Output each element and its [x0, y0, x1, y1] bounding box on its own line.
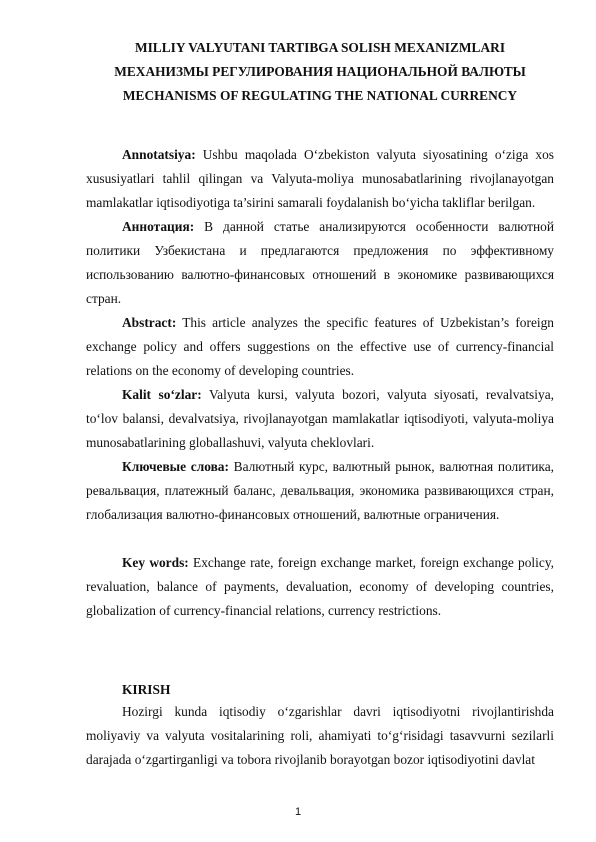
keywords-en: [86, 551, 554, 623]
page-number: 1: [294, 806, 302, 818]
annotation-ru-text: В данной статье анализируются особенности валютной политики Узбекистана и предлагаются предложения по эффективному использованию валютно-финансовых отношений в экономике развивающихся стран.: [86, 219, 554, 306]
title-ru: МЕХАНИЗМЫ РЕГУЛИРОВАНИЯ НАЦИОНАЛЬНОЙ ВАЛЮТЫ: [114, 64, 526, 79]
section-heading: KIRISH: [122, 682, 171, 697]
section-body: Hozirgi kunda iqtisodiy o‘zgarishlar davri iqtisodiyotni rivojlantirishda moliyaviy va valyuta vositalarining roli, ahamiyati to‘g‘risidagi tasavvurni sezilarli darajada o‘zgartirganligi va tobora rivojlanib borayotgan bozor iqtisodiyotini davlat: [86, 704, 554, 767]
keywords-en-label: Key words:: [122, 555, 189, 570]
keywords-uz: [86, 383, 554, 455]
abstract-en: [86, 311, 554, 383]
abstract-en-text: This article analyzes the specific features of Uzbekistan’s foreign exchange policy and offers suggestions on the effective use of currency-financial relations on the economy of developing countries.: [86, 315, 554, 378]
title-uz: MILLIY VALYUTANI TARTIBGA SOLISH MEXANIZMLARI: [134, 40, 506, 55]
keywords-en-text: Exchange rate, foreign exchange market, foreign exchange policy, revaluation, balance of payments, devaluation, economy of developing countries, globalization of currency-financial relations, currency restrictions.: [86, 555, 554, 618]
annotation-uz-label: Annotatsiya:: [122, 147, 196, 162]
abstract-en-label: Abstract:: [122, 315, 177, 330]
annotation-uz: [86, 143, 554, 215]
keywords-uz-text: Valyuta kursi, valyuta bozori, valyuta siyosati, revalvatsiya, to‘lov balansi, devalvatsiya, rivojlanayotgan mamlakatlar iqtisodiyoti, valyuta-moliya munosabatlarining globallashuvi, valyuta cheklovlari.: [86, 387, 554, 450]
title-en: MECHANISMS OF REGULATING THE NATIONAL CURRENCY: [122, 88, 518, 103]
keywords-ru-label: Ключевые слова:: [122, 459, 229, 474]
keywords-uz-label: Kalit so‘zlar:: [122, 387, 202, 402]
annotation-ru: [86, 215, 554, 311]
annotation-ru-label: Аннотация:: [122, 219, 195, 234]
keywords-ru: [86, 455, 554, 527]
annotation-uz-text: Ushbu maqolada O‘zbekiston valyuta siyosatining o‘ziga xos xususiyatlari tahlil qilingan va Valyuta-moliya munosabatlarining rivojlanayotgan mamlakatlar iqtisodiyotiga ta’sirini samarali foydalanish bo‘yicha takliflar berilgan.: [86, 147, 554, 210]
keywords-ru-text: Валютный курс, валютный рынок, валютная политика, ревальвация, платежный баланс, девальвация, экономика развивающихся стран, глобализация валютно-финансовых отношений, валютные ограничения.: [86, 459, 554, 522]
